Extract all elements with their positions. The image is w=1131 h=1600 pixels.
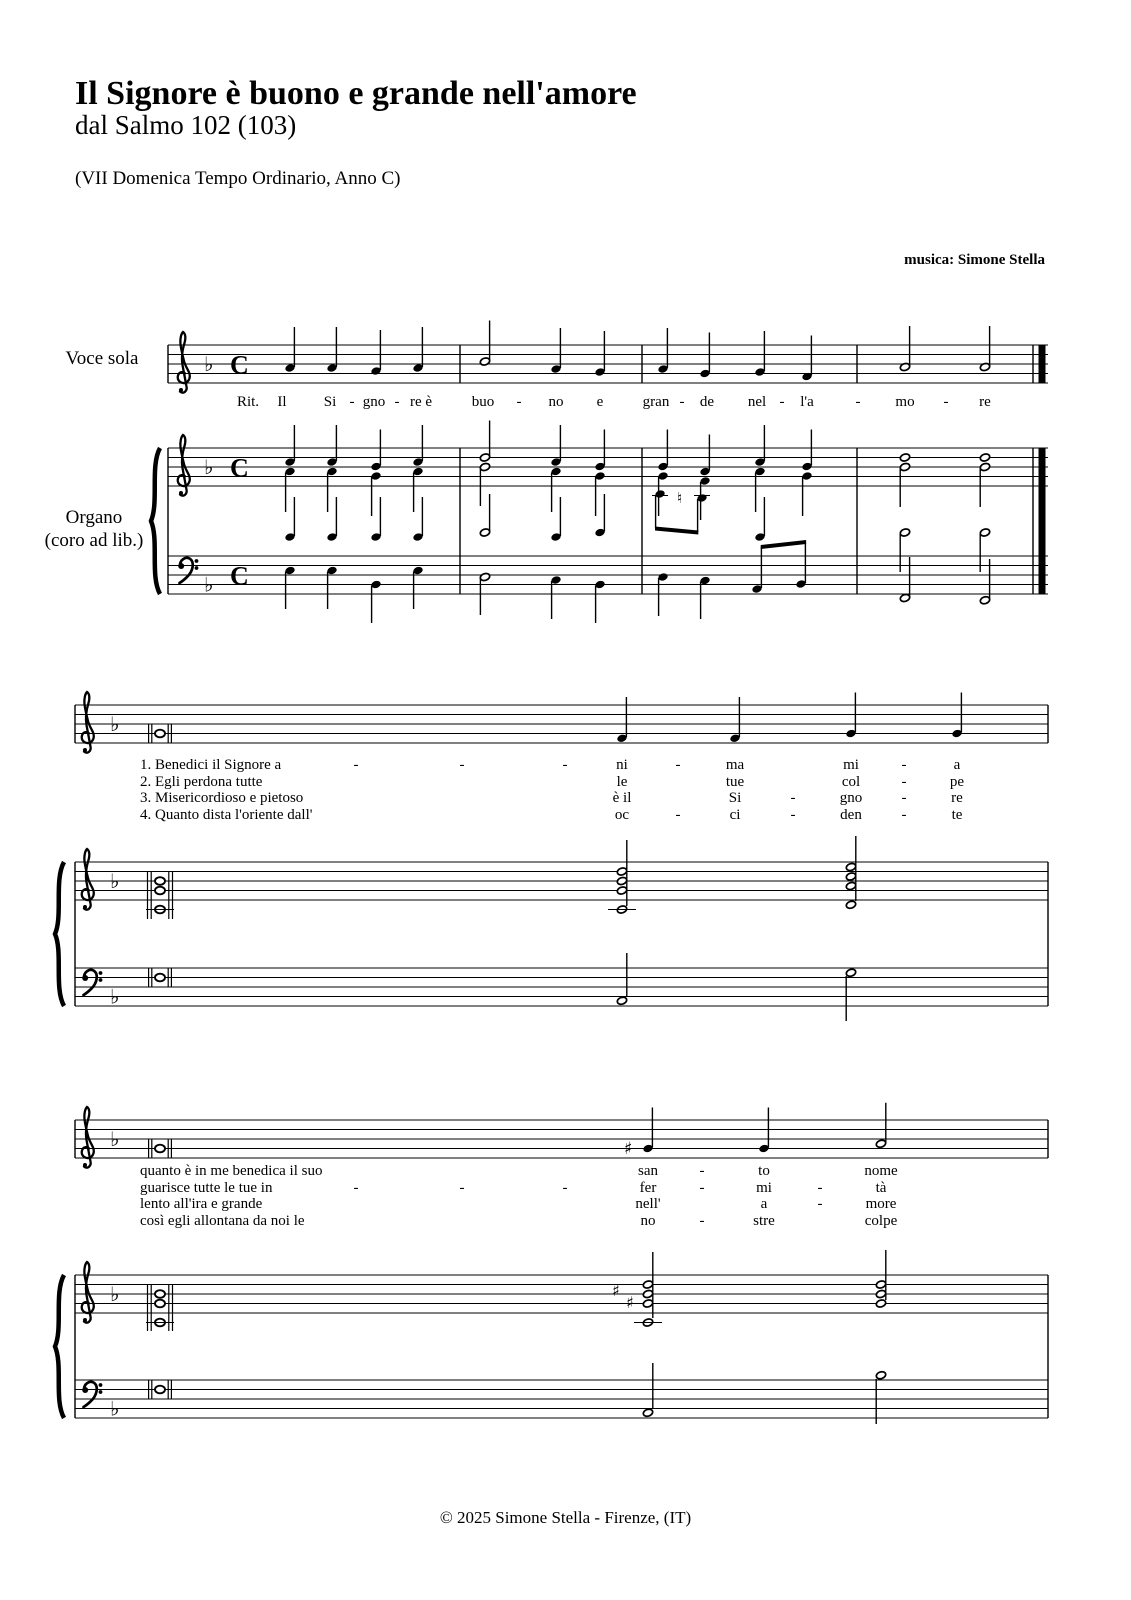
lyric-dash: - (901, 757, 907, 773)
lyric-syllable: nel (747, 394, 767, 410)
flat-sign: ♭ (110, 984, 120, 1009)
lyric-syllable: den (840, 806, 862, 823)
verse-left-text: così egli allontana da noi le (140, 1212, 305, 1229)
lyric-dash: - (459, 1179, 465, 1196)
reciting-breve (149, 1380, 172, 1399)
lyric-dash: - (349, 394, 355, 410)
lyric-dash: - (790, 790, 796, 806)
flat-sign: ♭ (204, 455, 214, 479)
time-signature: C (230, 561, 249, 591)
lyric-dash: - (817, 1179, 823, 1196)
system-2-voice-notes (616, 693, 962, 744)
organ-treble-staff (75, 1275, 1048, 1313)
time-signature: C (230, 453, 249, 483)
verse-left-text: 4. Quanto dista l'oriente dall' (140, 806, 313, 823)
system-3-voice-staff (75, 1103, 1048, 1168)
lyric-syllable: san (638, 1163, 658, 1179)
treble-clef-icon (82, 692, 94, 753)
verse-row (0, 1180, 1131, 1196)
flat-sign: ♭ (110, 869, 120, 893)
stems (286, 542, 990, 623)
lyric-syllable: gno (839, 790, 863, 806)
organ-label-line2: (coro ad lib.) (44, 530, 144, 551)
brace-icon (55, 862, 64, 1006)
lyric-syllable: to (758, 1163, 770, 1179)
lyric-syllable: tue (725, 773, 745, 790)
bass-clef-icon (82, 1382, 102, 1407)
treble-clef-icon (178, 435, 190, 496)
lyric-dash: - (459, 757, 465, 773)
verse-left-text: quanto è in me benedica il suo (140, 1163, 323, 1179)
lyric-syllable: e (596, 394, 604, 410)
occasion-line: (VII Domenica Tempo Ordinario, Anno C) (75, 168, 401, 189)
lyric-syllable: oc (614, 806, 630, 823)
lyric-syllable: pe (949, 773, 965, 790)
lyric-syllable: col (841, 773, 861, 790)
organ-barlines (75, 1275, 1048, 1418)
organ-treble-notes (284, 421, 990, 521)
lyric-syllable: l'a (800, 394, 814, 410)
system-1-organ (151, 421, 1048, 624)
lyric-dash: - (943, 394, 949, 410)
organ-bass-staff (75, 1380, 1048, 1418)
system-1-voice-staff (168, 321, 1048, 393)
lyric-dash: - (679, 394, 685, 410)
verse-row (0, 757, 1131, 773)
page-title: Il Signore è buono e grande nell'amore (75, 74, 637, 112)
brace-icon (55, 1275, 64, 1418)
beam (655, 527, 698, 535)
lyric-dash: - (353, 1179, 359, 1196)
organ-middle-voice-notes (284, 489, 990, 572)
lyric-syllable: colpe (864, 1212, 898, 1229)
organ-treble-staff (75, 862, 1048, 900)
time-signature: C (230, 350, 249, 380)
voice-staff-label: Voce sola (65, 348, 139, 369)
organ-bass-staff (168, 556, 1048, 594)
organ-treble-notes (146, 836, 857, 919)
bass-clef-icon (82, 970, 102, 995)
organ-treble-staff (168, 448, 1048, 486)
system-3-voice-notes (624, 1103, 887, 1159)
verse-lyrics-block-2 (0, 1163, 1131, 1233)
sharp-sign: ♯ (624, 1139, 633, 1159)
lyric-syllable: de (699, 394, 715, 410)
lyric-syllable: more (865, 1196, 897, 1212)
reciting-breve (149, 968, 172, 987)
treble-clef-icon (178, 332, 190, 393)
reciting-breve (149, 1139, 172, 1158)
verse-left-text: 1. Benedici il Signore a (140, 757, 282, 773)
verse-left-text: 3. Misericordioso e pietoso (140, 790, 304, 806)
lyric-dash: - (675, 806, 681, 823)
lyric-syllable: te (951, 806, 963, 823)
organ-bass-staff (75, 968, 1048, 1006)
treble-clef-icon (82, 849, 94, 910)
lyric-syllable: re (951, 790, 963, 806)
verse-row (0, 1213, 1131, 1229)
lyric-syllable: le (616, 773, 628, 790)
verse-row (0, 774, 1131, 790)
ritornello-lyrics (0, 394, 1131, 416)
lyric-syllable: ni (616, 757, 628, 773)
stems (294, 494, 980, 572)
flat-sign: ♭ (110, 1282, 120, 1306)
lyric-dash: - (901, 773, 907, 790)
system-1-voice-notes (284, 321, 990, 382)
lyric-dash: - (699, 1179, 705, 1196)
lyric-syllable: ma (725, 757, 745, 773)
flat-sign: ♭ (110, 1396, 120, 1421)
lyric-dash: - (562, 757, 568, 773)
stems (286, 468, 981, 520)
verse-row (0, 1163, 1131, 1179)
verse-row (0, 1196, 1131, 1212)
beam (761, 540, 806, 549)
stems (652, 1103, 885, 1148)
lyric-dash: - (353, 757, 359, 773)
lyric-syllable: mi (756, 1179, 772, 1196)
flat-sign: ♭ (204, 572, 214, 597)
sharp-sign: ♯ (626, 1293, 634, 1312)
lyric-syllable: a (760, 1196, 768, 1212)
lyric-dash: - (699, 1163, 705, 1179)
system-2-organ (55, 836, 1048, 1021)
organ-bass-notes (149, 1363, 887, 1424)
page-subtitle: dal Salmo 102 (103) (75, 110, 297, 140)
verse-left-text: 2. Egli perdona tutte (140, 773, 263, 790)
organ-label-line1: Organo (65, 507, 123, 528)
lyric-syllable: mi (843, 757, 859, 773)
lyric-syllable: Si (323, 394, 337, 410)
lyric-dash: - (699, 1212, 705, 1229)
lyric-dash: - (562, 1179, 568, 1196)
lyric-syllable: buo (471, 394, 495, 410)
lyric-syllable: no (548, 394, 564, 410)
lyric-syllable: gran (642, 394, 670, 410)
lyric-syllable: Il (277, 394, 287, 410)
verse-row (0, 790, 1131, 806)
final-barline (1039, 345, 1046, 383)
lyric-syllable: è il (612, 790, 632, 806)
lyric-dash: - (901, 790, 907, 806)
system-2-voice-staff (75, 692, 1048, 753)
treble-clef-icon (82, 1262, 94, 1323)
lyric-syllable: gno (362, 394, 386, 410)
lyric-dash: - (675, 757, 681, 773)
lyric-syllable: a (953, 757, 961, 773)
verse-left-text: guarisce tutte le tue in (140, 1179, 273, 1196)
stems (653, 1363, 876, 1424)
treble-clef-icon (82, 1107, 94, 1168)
organ-barlines (75, 862, 1048, 1006)
lyric-syllable: ci (729, 806, 741, 823)
reciting-breve (149, 724, 172, 743)
bass-clef-icon (178, 558, 198, 583)
copyright-footer: © 2025 Simone Stella - Firenze, (IT) (439, 1508, 692, 1527)
lyric-syllable: Si (728, 790, 742, 806)
verse-lyrics-block-1 (0, 757, 1131, 827)
flat-sign: ♭ (204, 352, 214, 376)
flat-sign: ♭ (110, 1127, 120, 1151)
lyric-dash: - (516, 394, 522, 410)
lyric-syllable: mo (895, 394, 915, 410)
lyric-syllable: nell' (635, 1196, 661, 1212)
system-3-organ (55, 1250, 1048, 1424)
composer-credit: musica: Simone Stella (904, 252, 1045, 268)
lyric-dash: - (394, 394, 400, 410)
lyric-dash: - (855, 394, 861, 410)
lyric-syllable: no (640, 1212, 656, 1229)
lyric-dash: - (779, 394, 785, 410)
lyric-syllable: re (979, 394, 991, 410)
organ-treble-notes (146, 1250, 887, 1331)
natural-sign: ♮ (677, 489, 683, 507)
lyric-dash: - (901, 806, 907, 823)
final-barline (1039, 448, 1046, 594)
lyric-dash: - (817, 1196, 823, 1212)
organ-staff-label (18, 506, 170, 552)
lyric-syllable: stre (753, 1212, 775, 1229)
lyric-syllable: re è (409, 394, 433, 410)
verse-left-text: lento all'ira e grande (140, 1196, 263, 1212)
lyric-dash: - (790, 806, 796, 823)
organ-bass-notes (284, 540, 990, 623)
lyric-syllable: fer (639, 1179, 657, 1196)
sharp-sign: ♯ (612, 1281, 620, 1300)
lyric-syllable: Rit. (236, 394, 260, 410)
lyric-syllable: nome (864, 1163, 898, 1179)
flat-sign: ♭ (110, 712, 120, 736)
verse-row (0, 807, 1131, 823)
lyric-syllable: tà (875, 1179, 887, 1196)
